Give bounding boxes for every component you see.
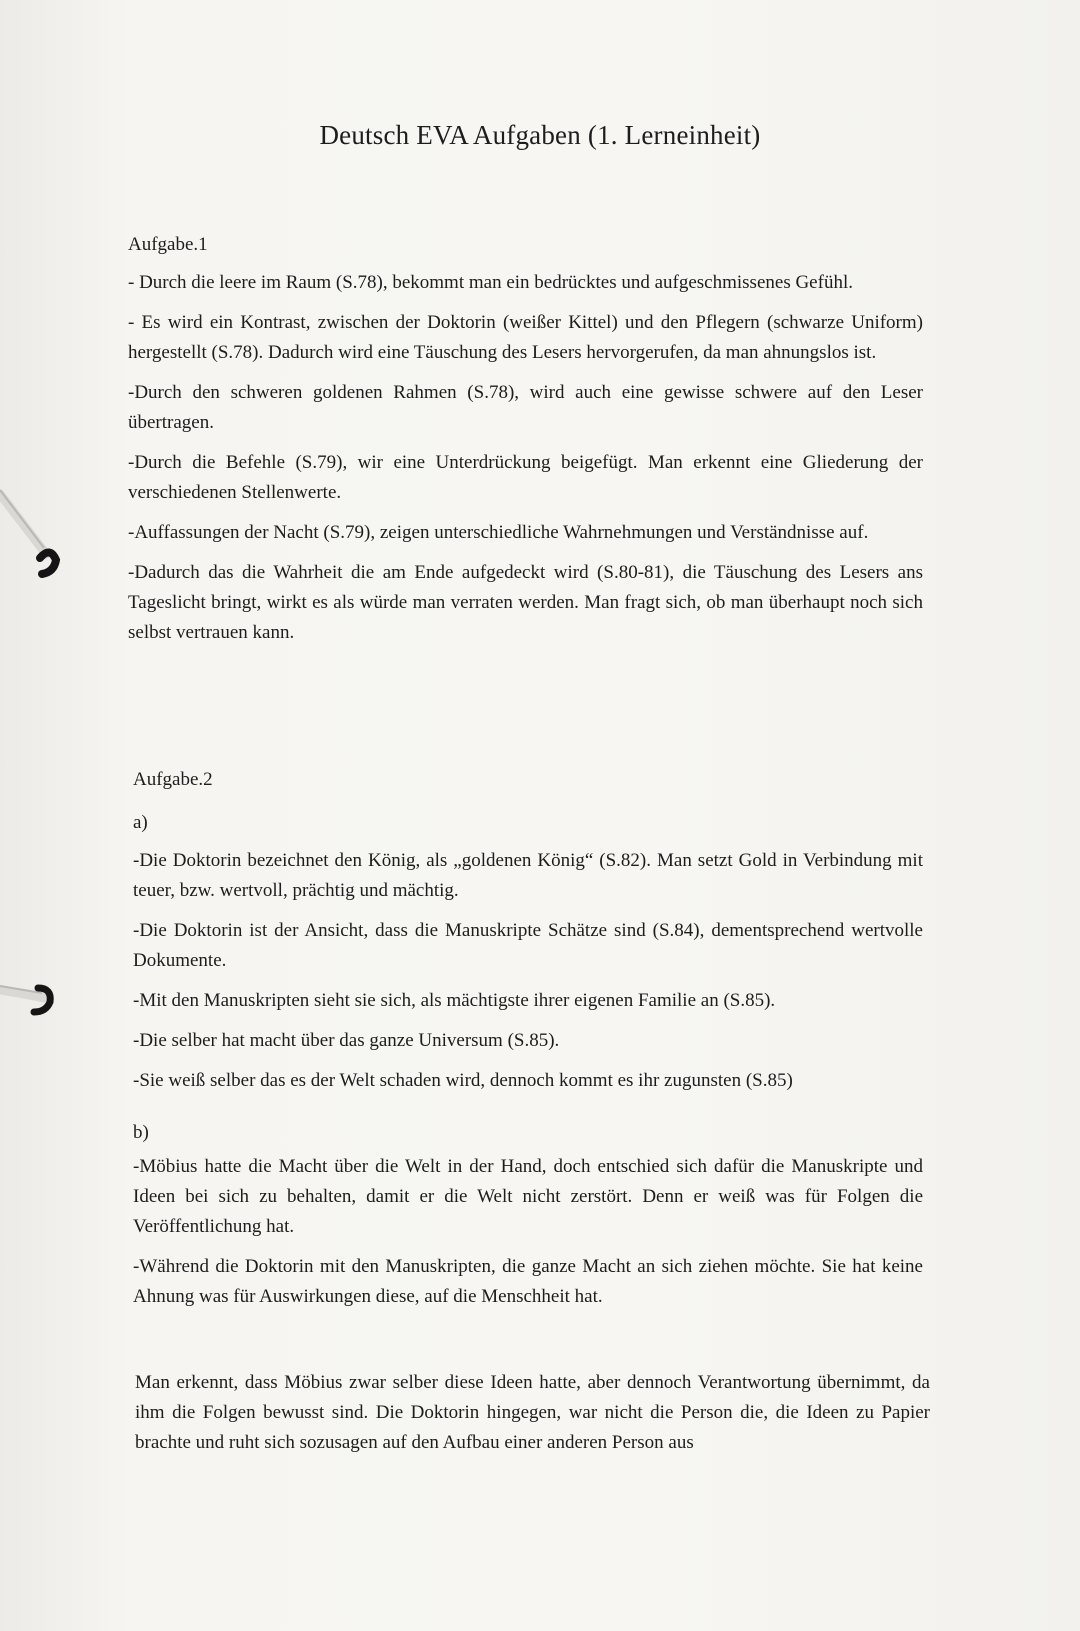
- aufgabe2-part-b-body: [133, 1152, 923, 1322]
- part-b-paragraph: -Während die Doktorin mit den Manuskripten, die ganze Macht an sich ziehen möchte. Sie hat keine Ahnung was für Auswirkungen diese, auf die Menschheit hat.: [133, 1256, 923, 1307]
- aufgabe1-body: [128, 268, 923, 658]
- aufgabe1-paragraph: -Durch die Befehle (S.79), wir eine Unterdrückung beigefügt. Man erkennt eine Gliederung der verschiedenen Stellenwerte.: [128, 452, 923, 503]
- aufgabe2-part-a-label: a): [133, 812, 148, 833]
- part-b-paragraph: -Möbius hatte die Macht über die Welt in der Hand, doch entschied sich dafür die Manuskripte und Ideen bei sich zu behalten, damit er die Welt nicht zerstört. Denn er weiß was für Folgen die Veröffentlichung hat.: [133, 1156, 923, 1237]
- part-a-paragraph: -Die selber hat macht über das ganze Universum (S.85).: [133, 1030, 560, 1051]
- conclusion-paragraph: Man erkennt, dass Möbius zwar selber diese Ideen hatte, aber dennoch Verantwortung übernimmt, da ihm die Folgen bewusst sind. Die Doktorin hingegen, war nicht die Person die, die Ideen zu Papier brachte und ruht sich sozusagen auf den Aufbau einer anderen Person aus: [135, 1372, 930, 1453]
- aufgabe1-heading: Aufgabe.1: [128, 234, 208, 255]
- part-a-paragraph: -Mit den Manuskripten sieht sie sich, als mächtigste ihrer eigenen Familie an (S.85).: [133, 990, 776, 1011]
- aufgabe2-part-a-body: [133, 846, 923, 1106]
- part-a-paragraph: -Sie weiß selber das es der Welt schaden wird, dennoch kommt es ihr zugunsten (S.85): [133, 1070, 793, 1091]
- binder-clip-top: [0, 488, 80, 588]
- aufgabe2-part-b-label: b): [133, 1122, 149, 1143]
- part-a-paragraph: -Die Doktorin ist der Ansicht, dass die Manuskripte Schätze sind (S.84), dementsprechend wertvolle Dokumente.: [133, 920, 923, 971]
- binder-clip-bottom: [0, 976, 80, 1036]
- document-title: Deutsch EVA Aufgaben (1. Lerneinheit): [319, 120, 761, 150]
- aufgabe1-paragraph: -Auffassungen der Nacht (S.79), zeigen unterschiedliche Wahrnehmungen und Verständnisse auf.: [128, 522, 869, 543]
- aufgabe1-paragraph: -Dadurch das die Wahrheit die am Ende aufgedeckt wird (S.80-81), die Täuschung des Lesers ans Tageslicht bringt, wirkt es als würde man verraten werden. Man fragt sich, ob man überhaupt noch sich selbst vertrauen kann.: [128, 562, 923, 643]
- part-a-paragraph: -Die Doktorin bezeichnet den König, als „goldenen König“ (S.82). Man setzt Gold in Verbindung mit teuer, bzw. wertvoll, prächtig und mächtig.: [133, 850, 923, 901]
- aufgabe1-paragraph: - Es wird ein Kontrast, zwischen der Doktorin (weißer Kittel) und den Pflegern (schwarze Uniform) hergestellt (S.78). Dadurch wird eine Täuschung des Lesers hervorgerufen, da man ahnungslos ist.: [128, 312, 923, 363]
- aufgabe1-paragraph: - Durch die leere im Raum (S.78), bekommt man ein bedrücktes und aufgeschmissenes Gefühl.: [128, 272, 853, 293]
- aufgabe2-heading: Aufgabe.2: [133, 769, 213, 790]
- aufgabe1-paragraph: -Durch den schweren goldenen Rahmen (S.78), wird auch eine gewisse schwere auf den Leser übertragen.: [128, 382, 923, 433]
